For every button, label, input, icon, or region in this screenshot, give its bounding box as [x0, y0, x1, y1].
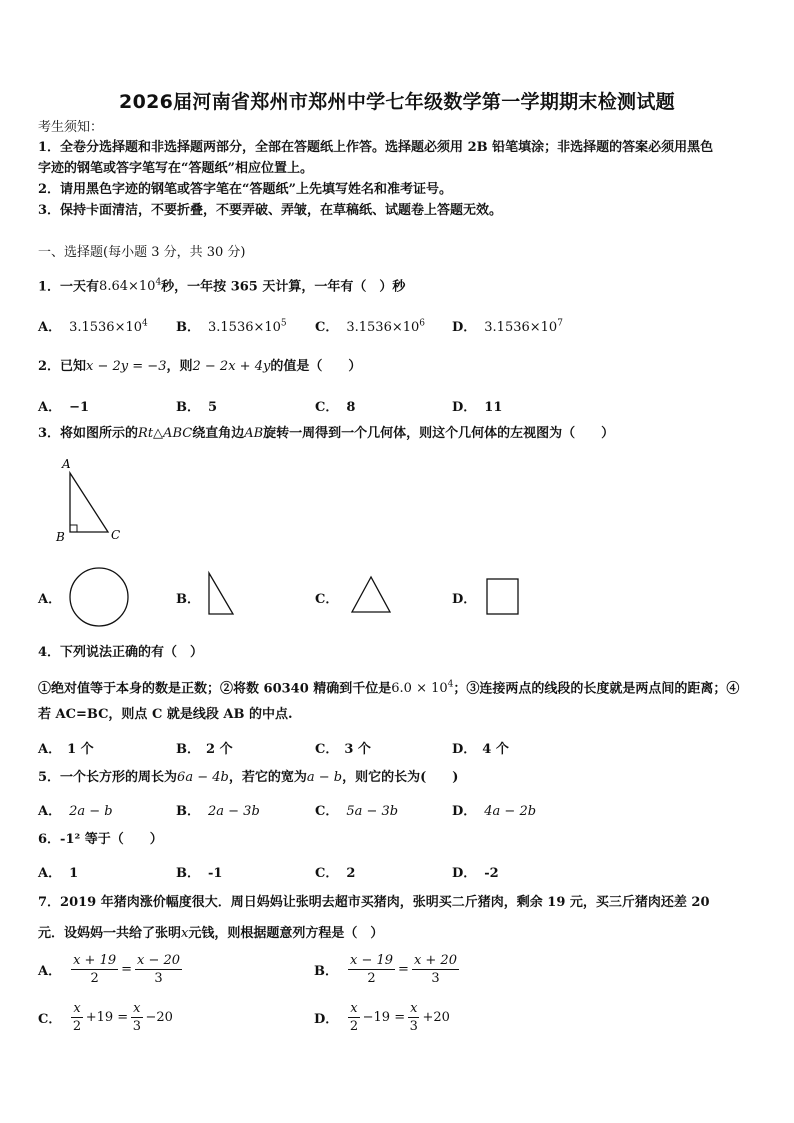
q3-option-a-circle[interactable] [66, 565, 134, 629]
notice-line-3: 3．保持卡面清洁，不要折叠，不要弄破、弄皱，在草稿纸、试题卷上答题无效。 [38, 203, 503, 218]
q3-option-b-label[interactable]: B． [176, 592, 200, 607]
q7-option-b[interactable]: B． $\frac{x - 19}{2}$ = $\frac{x + 20}{3}$ [314, 953, 457, 986]
q7a-left-fraction: $\frac{x + 19}{2}$ [73, 953, 117, 986]
q6-option-b[interactable]: B． -1 [176, 866, 223, 881]
q5-option-b[interactable]: B． 2a − 3b [176, 804, 260, 819]
q2-option-c[interactable]: C． 8 [315, 400, 356, 415]
q2-option-d[interactable]: D． 11 [452, 400, 503, 415]
q4-option-c[interactable]: C． 3 个 [315, 742, 371, 757]
q6-option-a[interactable]: A． 1 [38, 866, 79, 881]
notice-line-2: 2．请用黑色字迹的钢笔或答字笔在“答题纸”上先填写姓名和准考证号。 [38, 182, 453, 197]
q7d-left-fraction: $\frac{x}{2}$ [349, 1001, 359, 1034]
q7d-right-fraction: $\frac{x}{3}$ [409, 1001, 418, 1034]
q6-option-c[interactable]: C． 2 [315, 866, 356, 881]
notice-line-1b: 字迹的钢笔或答字笔写在“答题纸”相应位置上。 [38, 161, 313, 176]
q2-option-a[interactable]: A． −1 [38, 400, 90, 415]
q7-option-a[interactable]: A． $\frac{x + 19}{2}$ = $\frac{x - 20}{3}$ [38, 953, 181, 986]
q7-option-d[interactable]: D． $\frac{x}{2}$ −19 = $\frac{x}{3}$ +20 [314, 1001, 450, 1034]
q5-option-c[interactable]: C． 5a − 3b [315, 804, 399, 819]
q4-approx-value: $6.0 \times 10^4$ [391, 680, 454, 697]
right-angle-mark [70, 525, 77, 532]
question-3-stem: 3．将如图所示的Rt△ABC绕直角边AB旋转一周得到一个几何体，则这个几何体的左视图为（ ） [38, 426, 615, 441]
q7b-right-fraction: $\frac{x + 20}{3}$ [413, 953, 457, 986]
vertex-a-label: A [62, 457, 71, 471]
notice-heading: 考生须知： [38, 120, 104, 135]
q2-option-b[interactable]: B． 5 [176, 400, 218, 415]
notice-line-1a: 1．全卷分选择题和非选择题两部分，全部在答题纸上作答。选择题必须用 2B 铅笔填涂；非选择题的答案必须用黑色 [38, 140, 714, 155]
question-2-stem: 2．已知x − 2y = −3，则2 − 2x + 4y的值是（ ） [38, 359, 362, 374]
q1-option-b[interactable]: B． $3.1536\times 10^5$ [176, 318, 287, 335]
q5-option-d[interactable]: D． 4a − 2b [452, 804, 537, 819]
question-7-line-1: 7．2019 年猪肉涨价幅度很大．周日妈妈让张明去超市买猪肉，张明买二斤猪肉，剩余 19 元，买三斤猪肉还差 20 [38, 895, 710, 910]
q3-option-c-label[interactable]: C． [315, 592, 339, 607]
q7c-left-fraction: $\frac{x}{2}$ [72, 1001, 82, 1034]
q4-statement-line-1: ①绝对值等于本身的数是正数；②将数 60340 精确到千位是$6.0 \times 10^4$；③连接两点的线段的长度就是两点间的距离；④ [38, 680, 740, 697]
question-5-stem: 5．一个长方形的周长为6a − 4b，若它的宽为a − b，则它的长为( ) [38, 770, 459, 785]
q3-option-d-label[interactable]: D． [452, 592, 477, 607]
section-heading: 一、选择题(每小题 3 分，共 30 分) [38, 245, 246, 260]
q5-option-a[interactable]: A． 2a − b [38, 804, 113, 819]
q7b-left-fraction: $\frac{x - 19}{2}$ [350, 953, 394, 986]
q7a-right-fraction: $\frac{x - 20}{3}$ [137, 953, 181, 986]
q2-condition: x − 2y = −3 [86, 359, 167, 374]
q4-option-d[interactable]: D． 4 个 [452, 742, 509, 757]
vertex-b-label: B [56, 530, 65, 544]
question-4-stem: 4．下列说法正确的有（ ） [38, 645, 204, 660]
question-1-stem: 1．一天有$8.64\times 10^4$秒，一年按 365 天计算，一年有（ ）秒 [38, 278, 406, 295]
q1-option-a[interactable]: A． $3.1536\times 10^4$ [38, 318, 148, 335]
vertex-c-label: C [111, 528, 121, 542]
q3-triangle-figure [50, 455, 130, 545]
q4-option-a[interactable]: A． 1 个 [38, 742, 94, 757]
q1-option-c[interactable]: C． $3.1536\times 10^6$ [315, 318, 426, 335]
q7c-right-fraction: $\frac{x}{3}$ [132, 1001, 141, 1034]
question-7-line-2: 元．设妈妈一共给了张明x元钱，则根据题意列方程是（ ） [38, 926, 384, 941]
q3-option-c-isosceles-triangle[interactable] [349, 574, 393, 616]
page-title: 2026届河南省郑州市郑州中学七年级数学第一学期期末检测试题 [119, 91, 675, 113]
q3-option-a-label[interactable]: A． [38, 592, 62, 607]
triangle-abc [70, 473, 108, 532]
q6-option-d[interactable]: D． -2 [452, 866, 499, 881]
q4-statement-line-2: 若 AC=BC，则点 C 就是线段 AB 的中点. [38, 707, 293, 722]
q2-expression: 2 − 2x + 4y [192, 359, 271, 374]
q3-option-b-right-triangle[interactable] [204, 570, 238, 618]
q4-option-b[interactable]: B． 2 个 [176, 742, 233, 757]
q1-expression: $8.64\times 10^4$ [99, 278, 162, 295]
q3-option-d-square[interactable] [484, 576, 522, 618]
q1-option-d[interactable]: D． $3.1536\times 10^7$ [452, 318, 563, 335]
question-6-stem: 6．-1² 等于（ ） [38, 832, 163, 847]
q7-option-c[interactable]: C． $\frac{x}{2}$ +19 = $\frac{x}{3}$ −20 [38, 1001, 173, 1034]
